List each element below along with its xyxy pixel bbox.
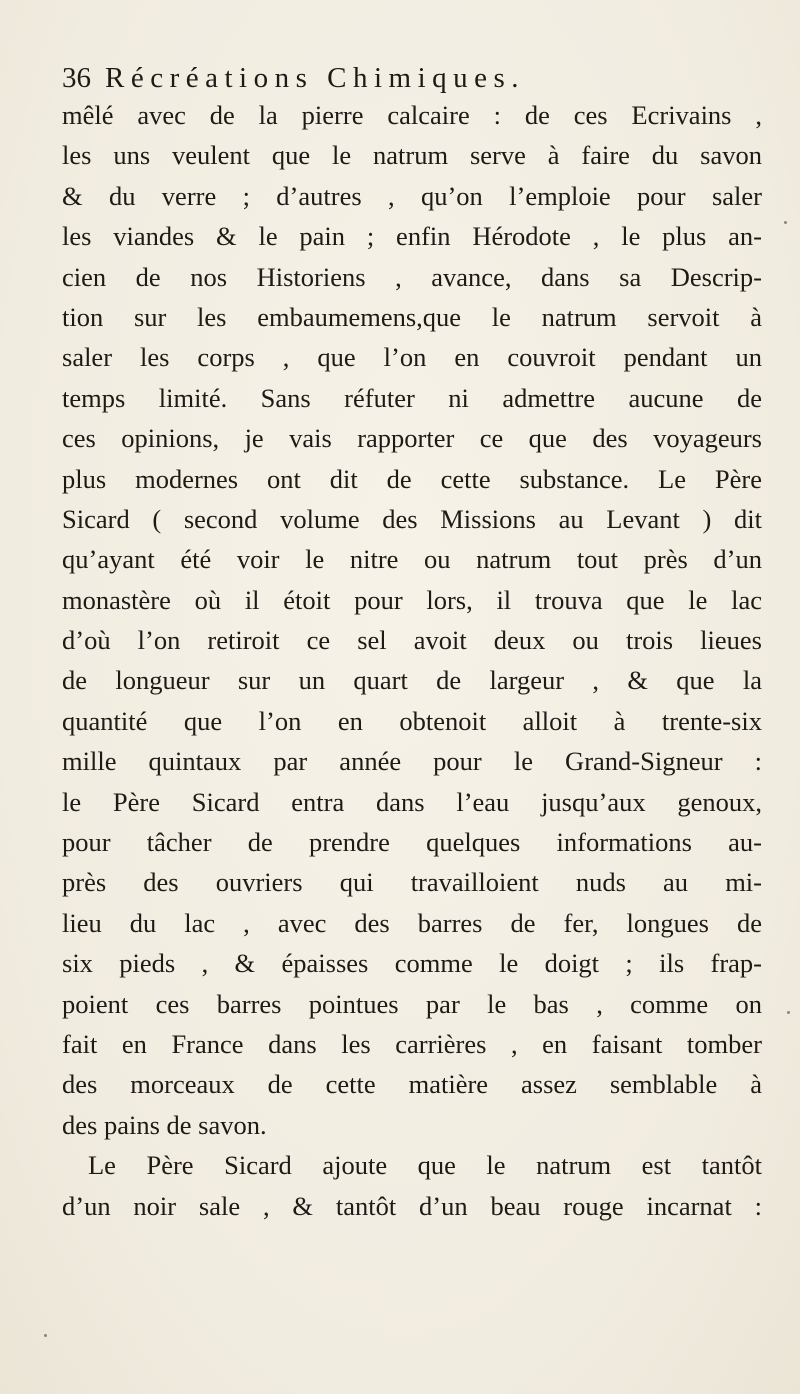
text-line: tion sur les embaumemens,que le natrum servoit à bbox=[62, 301, 762, 332]
text-line: & du verre ; d’autres , qu’on l’emploie pour saler bbox=[62, 180, 762, 211]
body-text bbox=[62, 95, 762, 1226]
ink-speck bbox=[784, 221, 787, 224]
text-line: des morceaux de cette matière assez semblable à bbox=[62, 1069, 762, 1100]
text-line: de longueur sur un quart de largeur , & que la bbox=[62, 665, 762, 696]
text-line: d’un noir sale , & tantôt d’un beau rouge incarnat : bbox=[62, 1190, 762, 1221]
ink-speck bbox=[44, 1334, 47, 1337]
text-line: les uns veulent que le natrum serve à faire du savon bbox=[62, 140, 762, 171]
text-line: mêlé avec de la pierre calcaire : de ces Ecrivains , bbox=[62, 100, 762, 130]
text-line: monastère où il étoit pour lors, il trouva que le lac bbox=[62, 584, 762, 615]
text-line: d’où l’on retiroit ce sel avoit deux ou trois lieues bbox=[62, 625, 762, 656]
page-number: 36 bbox=[62, 62, 91, 94]
text-line: pour tâcher de prendre quelques informations au- bbox=[62, 827, 762, 858]
text-line: mille quintaux par année pour le Grand-Signeur : bbox=[62, 746, 762, 777]
text-line: temps limité. Sans réfuter ni admettre aucune de bbox=[62, 382, 762, 413]
text-line: près des ouvriers qui travailloient nuds au mi- bbox=[62, 867, 762, 898]
text-line: saler les corps , que l’on en couvroit pendant un bbox=[62, 342, 762, 373]
text-line: fait en France dans les carrières , en faisant tomber bbox=[62, 1028, 762, 1059]
text-line: le Père Sicard entra dans l’eau jusqu’aux genoux, bbox=[62, 786, 762, 817]
text-line: plus modernes ont dit de cette substance. Le Père bbox=[62, 463, 762, 494]
running-title: Récréations Chimiques. bbox=[105, 62, 526, 94]
running-head bbox=[62, 58, 762, 98]
text-line: lieu du lac , avec des barres de fer, longues de bbox=[62, 907, 762, 938]
text-line: les viandes & le pain ; enfin Hérodote , le plus an- bbox=[62, 221, 762, 252]
text-line: Le Père Sicard ajoute que le natrum est tantôt bbox=[88, 1150, 762, 1181]
text-line: des pains de savon. bbox=[62, 1109, 267, 1140]
text-line: poient ces barres pointues par le bas , comme on bbox=[62, 988, 762, 1019]
text-line: ces opinions, je vais rapporter ce que des voyageurs bbox=[62, 423, 762, 454]
text-line: quantité que l’on en obtenoit alloit à trente-six bbox=[62, 705, 762, 736]
text-line: six pieds , & épaisses comme le doigt ; ils frap- bbox=[62, 948, 762, 979]
text-line: Sicard ( second volume des Missions au Levant ) dit bbox=[62, 503, 762, 534]
text-line: qu’ayant été voir le nitre ou natrum tout près d’un bbox=[62, 544, 762, 575]
text-line: cien de nos Historiens , avance, dans sa Descrip- bbox=[62, 261, 762, 292]
ink-speck bbox=[787, 1011, 790, 1014]
